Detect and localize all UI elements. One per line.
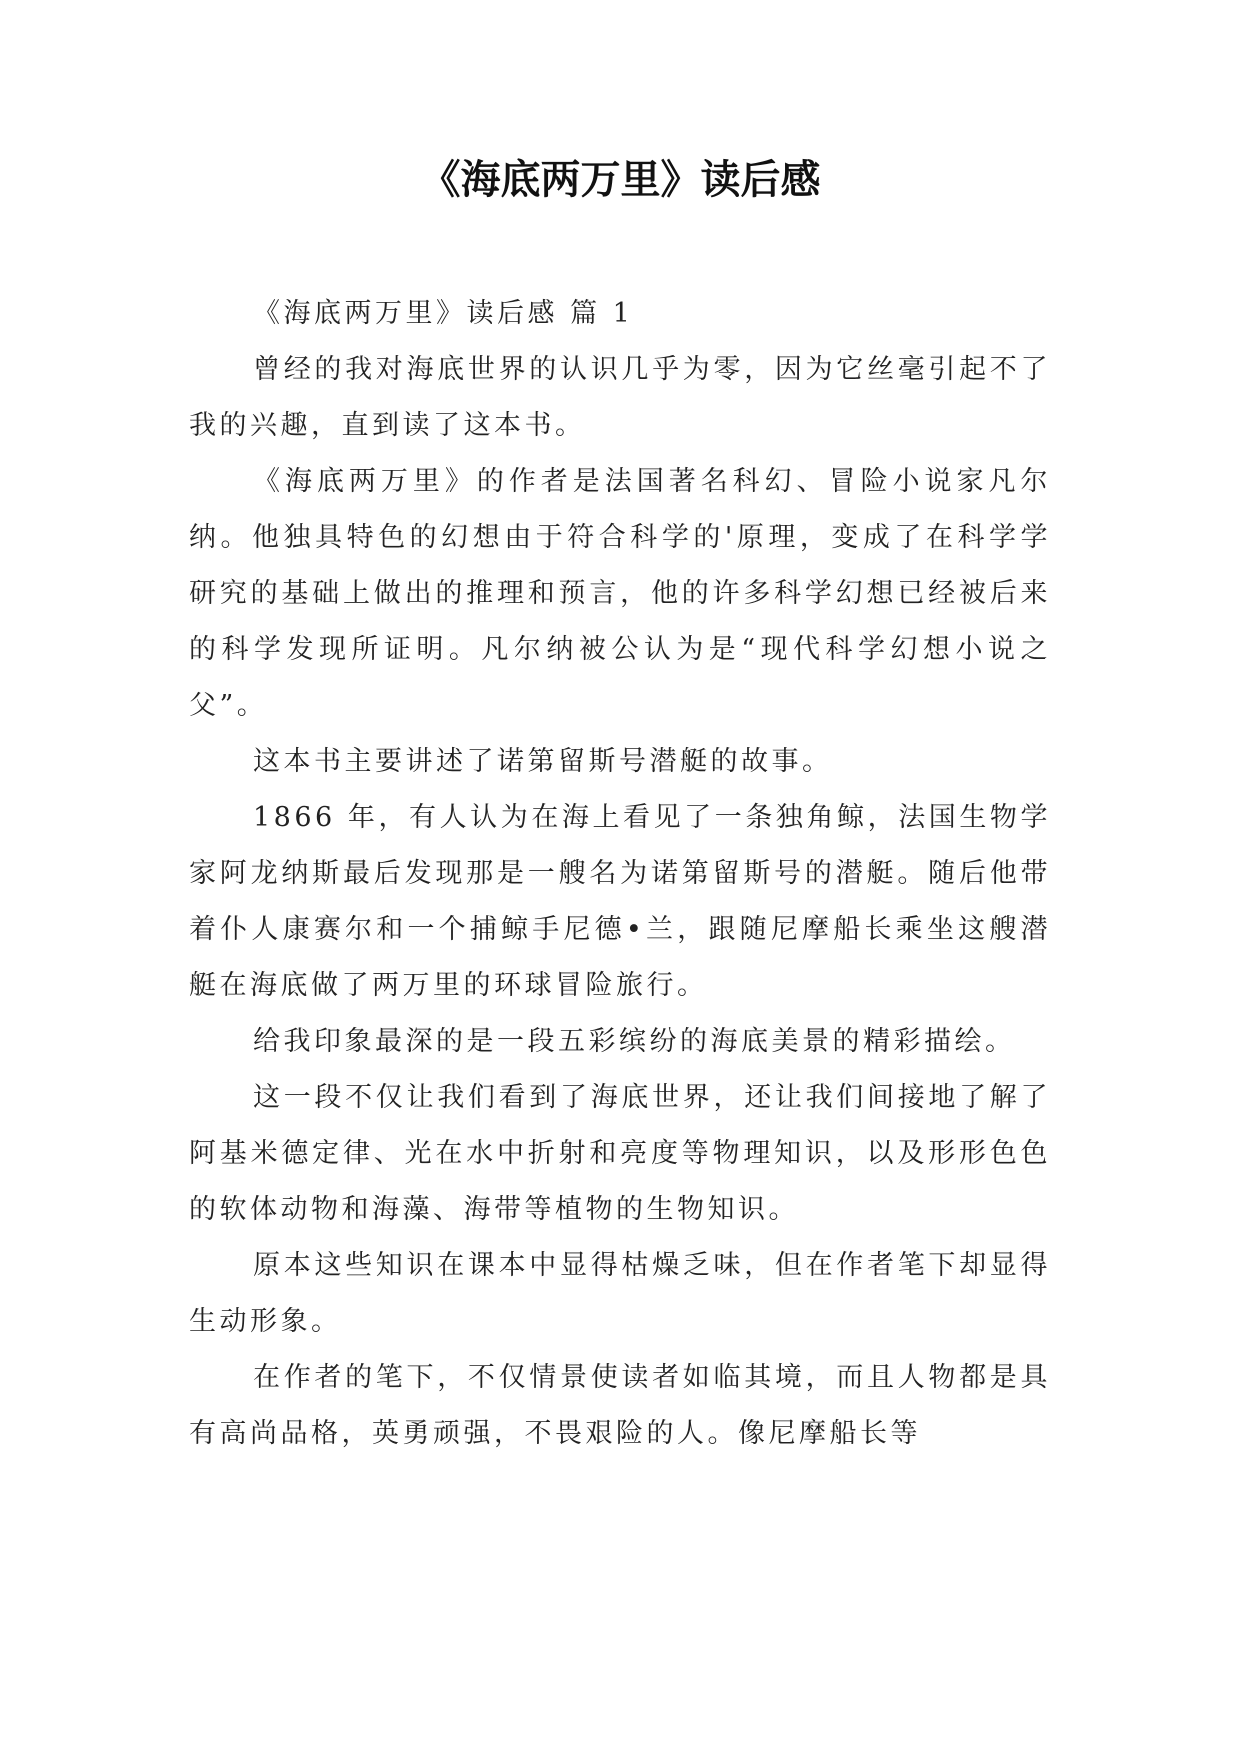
paragraph: 《海底两万里》的作者是法国著名科幻、冒险小说家凡尔纳。他独具特色的幻想由于符合科学的'原理，变成了在科学学研究的基础上做出的推理和预言，他的许多科学幻想已经被后来的科学发现所证明。凡尔纳被公认为是“现代科学幻想小说之父”。	[189, 466, 1051, 721]
paragraph: 这本书主要讲述了诺第留斯号潜艇的故事。	[253, 746, 833, 777]
paragraph: 这一段不仅让我们看到了海底世界，还让我们间接地了解了阿基米德定律、光在水中折射和亮度等物理知识，以及形形色色的软体动物和海藻、海带等植物的生物知识。	[189, 1082, 1051, 1225]
paragraph: 在作者的笔下，不仅情景使读者如临其境，而且人物都是具有高尚品格，英勇顽强，不畏艰险的人。像尼摩船长等	[189, 1362, 1051, 1449]
document-title: 《海底两万里》读后感	[420, 157, 821, 203]
paragraph: 给我印象最深的是一段五彩缤纷的海底美景的精彩描绘。	[253, 1026, 1016, 1057]
paragraph: 曾经的我对海底世界的认识几乎为零，因为它丝毫引起不了我的兴趣，直到读了这本书。	[189, 354, 1051, 441]
paragraph: 原本这些知识在课本中显得枯燥乏味，但在作者笔下却显得生动形象。	[189, 1250, 1051, 1337]
paragraph: 1866 年，有人认为在海上看见了一条独角鲸，法国生物学家阿龙纳斯最后发现那是一艘名为诺第留斯号的潜艇。随后他带着仆人康赛尔和一个捕鲸手尼德•兰，跟随尼摩船长乘坐这艘潜艇在海底做了两万里的环球冒险旅行。	[189, 802, 1051, 1001]
section-heading: 《海底两万里》读后感 篇 1	[253, 298, 634, 329]
document-body	[189, 286, 1051, 1462]
